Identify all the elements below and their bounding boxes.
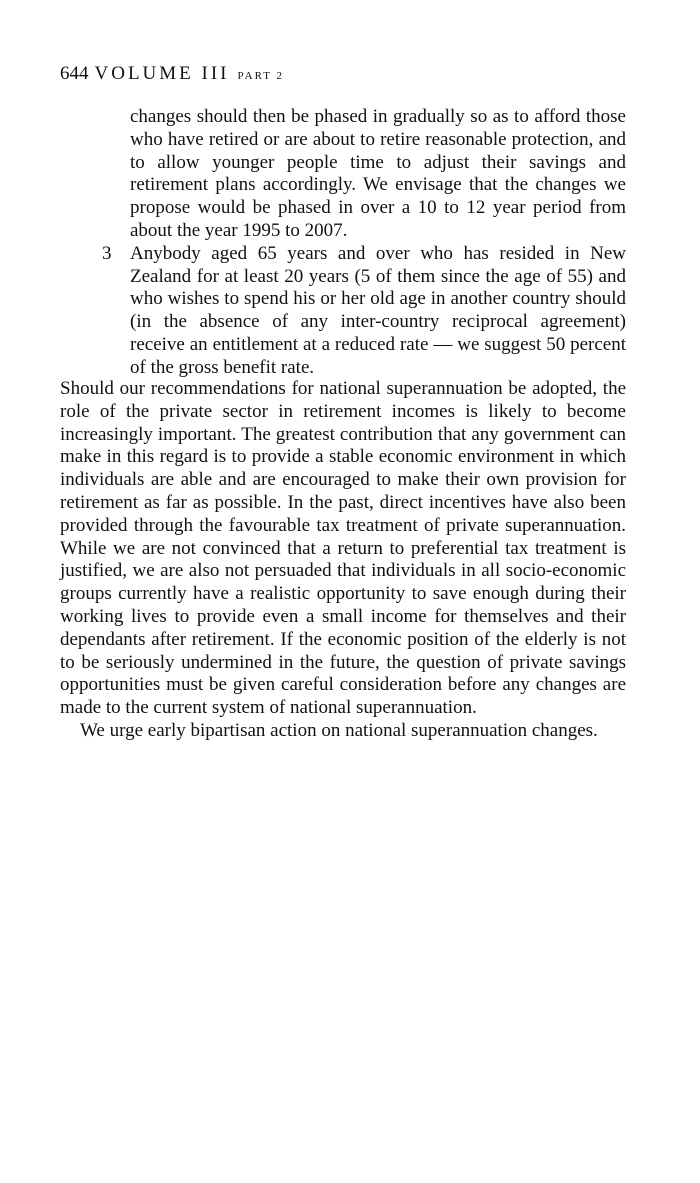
recommendation-list: [102, 106, 626, 380]
body-paragraph: Should our recommendations for national superannuation be adopted, the role of the private sector in retirement incomes is likely to become increasingly important. The greatest contribution that any government can make in this regard is to provide a stable economic environment in which individuals are able and are encouraged to make their own provision for retirement as far as possible. In the past, direct incentives have also been provided through the favourable tax treatment of private superannuation. While we are not convinced that a return to preferential tax treatment is justified, we are also not persuaded that individuals in all socio-economic groups currently have a realistic opportunity to save enough during their working lives to provide even a small income for themselves and their dependants after retirement. If the economic position of the elderly is not to be seriously undermined in the future, the question of private savings opportunities must be given careful consideration before any changes are made to the current system of national superannuation.: [60, 378, 626, 719]
part-label: PART 2: [237, 70, 285, 82]
list-item: [102, 242, 626, 380]
list-item-number: 3: [102, 242, 112, 264]
volume-label: VOLUME III: [94, 63, 230, 84]
body-text: [60, 378, 626, 743]
running-head: [60, 62, 284, 88]
body-paragraph: We urge early bipartisan action on national superannuation changes.: [80, 719, 598, 741]
list-item: [130, 106, 626, 243]
list-item-text: Anybody aged 65 years and over who has resided in New Zealand for at least 20 years (5 of them since the age of 55) and who wishes to spend his or her old age in another country should (in the absence of any inter-country reciprocal agreement) receive an entitlement at a reduced rate — we suggest 50 percent of the gross benefit rate.: [130, 242, 626, 378]
page-number: 644: [60, 63, 89, 84]
list-item-text: changes should then be phased in gradually so as to afford those who have retired or are about to retire reasonable protection, and to allow younger people time to adjust their savings and retirement plans accordingly. We envisage that the changes we propose would be phased in over a 10 to 12 year period from about the year 1995 to 2007.: [130, 106, 626, 241]
